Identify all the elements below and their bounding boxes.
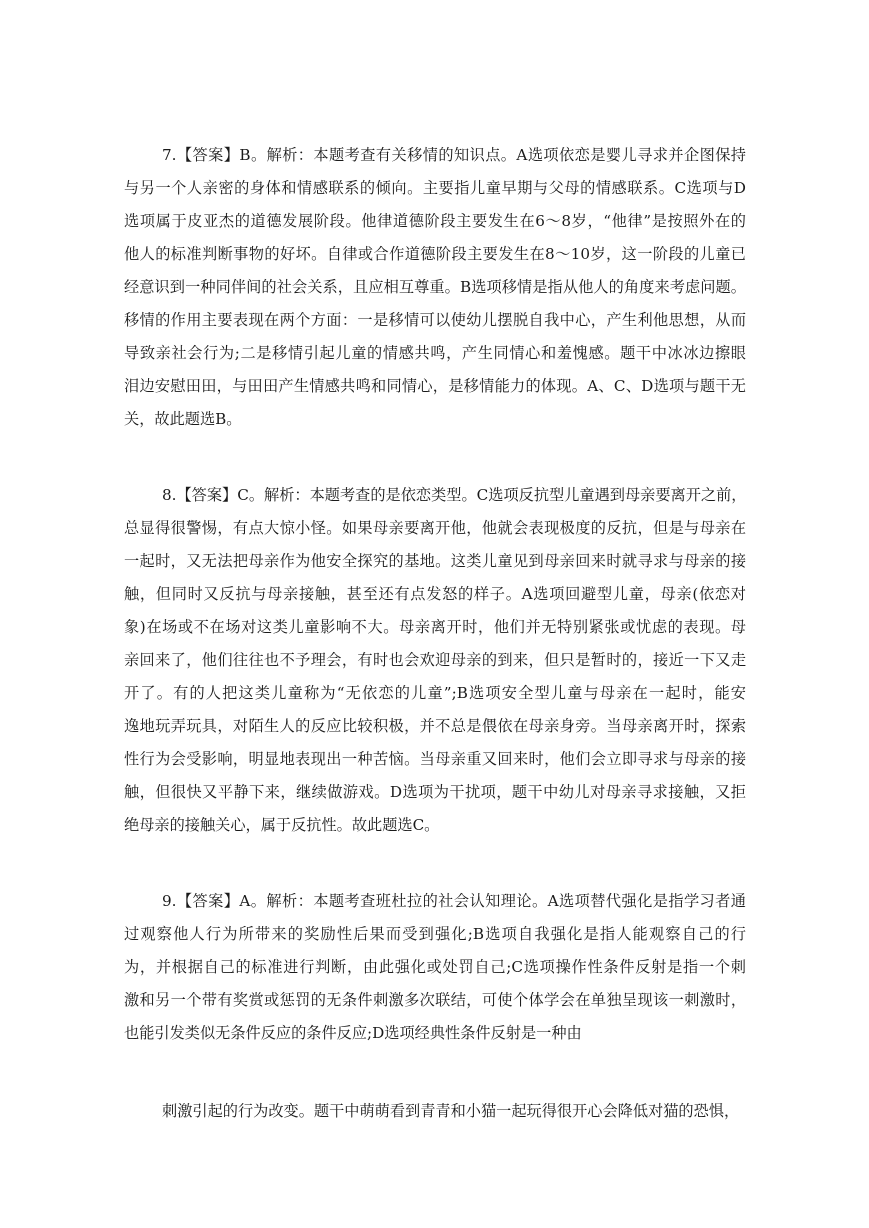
paragraph-line: 关，故此题选B。 xyxy=(124,410,242,428)
paragraph-line: 触，但同时又反抗与母亲接触，甚至还有点发怒的样子。A选项回避型儿童，母亲(依恋对 xyxy=(124,585,746,603)
answer-9-continuation-paragraph xyxy=(124,1095,746,1128)
answer-9-paragraph xyxy=(124,885,746,1050)
paragraph-line: 绝母亲的接触关心，属于反抗性。故此题选C。 xyxy=(124,816,440,834)
paragraph-line: 与另一个人亲密的身体和情感联系的倾向。主要指儿童早期与父母的情感联系。C选项与D xyxy=(124,179,746,197)
answer-8-paragraph xyxy=(124,479,746,842)
answer-7-paragraph xyxy=(124,139,746,436)
paragraph-line: 经意识到一种同伴间的社会关系，且应相互尊重。B选项移情是指从他人的角度来考虑问题。 xyxy=(124,278,746,296)
paragraph-line: 7.【答案】B。解析：本题考查有关移情的知识点。A选项依恋是婴儿寻求并企图保持 xyxy=(162,146,746,164)
paragraph-line: 移情的作用主要表现在两个方面：一是移情可以使幼儿摆脱自我中心，产生利他思想，从而 xyxy=(124,311,746,329)
paragraph-line: 激和另一个带有奖赏或惩罚的无条件刺激多次联结，可使个体学会在单独呈现该一刺激时， xyxy=(124,991,746,1009)
paragraph-line: 一起时，又无法把母亲作为他安全探究的基地。这类儿童见到母亲回来时就寻求与母亲的接 xyxy=(124,552,746,570)
paragraph-line: 也能引发类似无条件反应的条件反应;D选项经典性条件反射是一种由 xyxy=(124,1024,582,1042)
paragraph-line: 开了。有的人把这类儿童称为“无依恋的儿童”;B选项安全型儿童与母亲在一起时，能安 xyxy=(124,684,746,702)
paragraph-line: 性行为会受影响，明显地表现出一种苦恼。当母亲重又回来时，他们会立即寻求与母亲的接 xyxy=(124,750,746,768)
paragraph-line: 他人的标准判断事物的好坏。自律或合作道德阶段主要发生在8～10岁，这一阶段的儿童已 xyxy=(124,245,746,263)
paragraph-line: 象)在场或不在场对这类儿童影响不大。母亲离开时，他们并无特别紧张或忧虑的表现。母 xyxy=(124,618,746,636)
paragraph-line: 触，但很快又平静下来，继续做游戏。D选项为干扰项，题干中幼儿对母亲寻求接触，又拒 xyxy=(124,783,746,801)
paragraph-line: 8.【答案】C。解析：本题考查的是依恋类型。C选项反抗型儿童遇到母亲要离开之前， xyxy=(162,486,746,504)
paragraph-line: 9.【答案】A。解析：本题考查班杜拉的社会认知理论。A选项替代强化是指学习者通 xyxy=(162,892,746,910)
paragraph-line: 过观察他人行为所带来的奖励性后果而受到强化;B选项自我强化是指人能观察自己的行 xyxy=(124,925,746,943)
paragraph-line: 导致亲社会行为;二是移情引起儿童的情感共鸣，产生同情心和羞愧感。题干中冰冰边擦眼 xyxy=(124,344,746,362)
paragraph-line: 逸地玩弄玩具，对陌生人的反应比较积极，并不总是偎依在母亲身旁。当母亲离开时，探索 xyxy=(124,717,746,735)
paragraph-line: 刺激引起的行为改变。题干中萌萌看到青青和小猫一起玩得很开心会降低对猫的恐惧， xyxy=(162,1102,740,1120)
paragraph-line: 总显得很警惕，有点大惊小怪。如果母亲要离开他，他就会表现极度的反抗，但是与母亲在 xyxy=(124,519,746,537)
paragraph-line: 亲回来了，他们往往也不予理会，有时也会欢迎母亲的到来，但只是暂时的，接近一下又走 xyxy=(124,651,746,669)
paragraph-line: 为，并根据自己的标准进行判断，由此强化或处罚自己;C选项操作性条件反射是指一个刺 xyxy=(124,958,746,976)
paragraph-line: 泪边安慰田田，与田田产生情感共鸣和同情心，是移情能力的体现。A、C、D选项与题干无 xyxy=(124,377,746,395)
paragraph-line: 选项属于皮亚杰的道德发展阶段。他律道德阶段主要发生在6～8岁，“他律”是按照外在的 xyxy=(124,212,746,230)
